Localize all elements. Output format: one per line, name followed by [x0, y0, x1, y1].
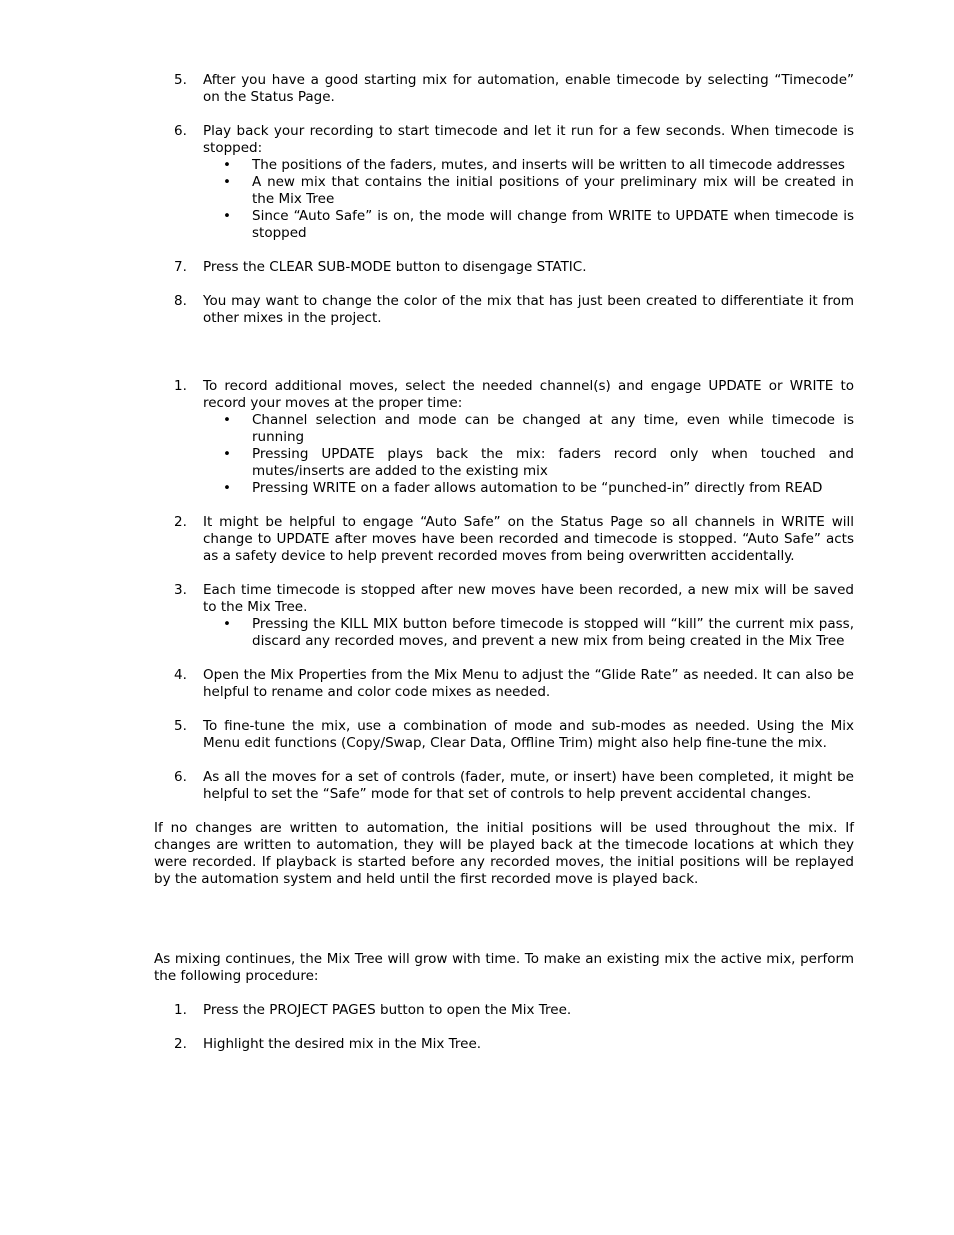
- list-number: 8.: [174, 293, 187, 309]
- bullet-item: [203, 616, 854, 650]
- bullet-item: [203, 174, 854, 208]
- list-item-text: Open the Mix Properties from the Mix Menu to adjust the “Glide Rate” as needed. It can also be helpful to rename and color code mixes as needed.: [203, 667, 854, 700]
- list-item: [154, 259, 854, 276]
- list-item: [154, 72, 854, 106]
- list-item: [154, 769, 854, 803]
- list-item-text: To fine-tune the mix, use a combination of mode and sub-modes as needed. Using the Mix Menu edit functions (Copy/Swap, Clear Data, Offline Trim) might also help fine-tune the mix.: [203, 718, 854, 751]
- bullet-item: [203, 157, 854, 174]
- bullet-text: Pressing UPDATE plays back the mix: faders record only when touched and mutes/inserts are added to the existing mix: [252, 446, 854, 479]
- list-number: 1.: [174, 1002, 187, 1018]
- bullet-item: [203, 412, 854, 446]
- bullet-item: [203, 480, 854, 497]
- bullet-icon: •: [223, 208, 231, 224]
- bullet-text: Pressing the KILL MIX button before timecode is stopped will “kill” the current mix pass, discard any recorded moves, and prevent a new mix from being created in the Mix Tree: [252, 616, 854, 649]
- numbered-list: [154, 1002, 854, 1053]
- list-item-text: Each time timecode is stopped after new moves have been recorded, a new mix will be saved to the Mix Tree.: [203, 582, 854, 615]
- list-item: [154, 378, 854, 497]
- list-item: [154, 293, 854, 327]
- list-item: [154, 514, 854, 565]
- bullet-list: [203, 412, 854, 497]
- list-number: 6.: [174, 123, 187, 139]
- list-item-text: To record additional moves, select the needed channel(s) and engage UPDATE or WRITE to record your moves at the proper time:: [203, 378, 854, 411]
- list-item: [154, 667, 854, 701]
- bullet-icon: •: [223, 446, 231, 462]
- list-item: [154, 718, 854, 752]
- list-number: 2.: [174, 1036, 187, 1052]
- numbered-list: [154, 72, 854, 327]
- list-item: [154, 582, 854, 650]
- list-item: [154, 123, 854, 242]
- bullet-icon: •: [223, 480, 231, 496]
- bullet-text: A new mix that contains the initial positions of your preliminary mix will be created in the Mix Tree: [252, 174, 854, 207]
- list-item-text: As all the moves for a set of controls (fader, mute, or insert) have been completed, it might be helpful to set the “Safe” mode for that set of controls to help prevent accidental changes.: [203, 769, 854, 802]
- bullet-item: [203, 446, 854, 480]
- bullet-text: Since “Auto Safe” is on, the mode will change from WRITE to UPDATE when timecode is stopped: [252, 208, 854, 241]
- list-item-text: You may want to change the color of the mix that has just been created to differentiate it from other mixes in the project.: [203, 293, 854, 326]
- list-number: 4.: [174, 667, 187, 683]
- bullet-text: The positions of the faders, mutes, and inserts will be written to all timecode addresses: [252, 157, 845, 173]
- bullet-icon: •: [223, 157, 231, 173]
- list-item-text: It might be helpful to engage “Auto Safe” on the Status Page so all channels in WRITE will change to UPDATE after moves have been recorded and timecode is stopped. “Auto Safe” acts as a safety device to help prevent recorded moves from being overwritten accidentally.: [203, 514, 854, 564]
- document-page: [154, 72, 854, 1070]
- paragraph: As mixing continues, the Mix Tree will grow with time. To make an existing mix the active mix, perform the following procedure:: [154, 951, 854, 984]
- bullet-list: [203, 157, 854, 242]
- bullet-item: [203, 208, 854, 242]
- numbered-list: [154, 378, 854, 803]
- bullet-icon: •: [223, 412, 231, 428]
- list-item: [154, 1002, 854, 1019]
- list-item-text: After you have a good starting mix for automation, enable timecode by selecting “Timecode” on the Status Page.: [203, 72, 854, 105]
- paragraph: If no changes are written to automation, the initial positions will be used throughout the mix. If changes are written to automation, they will be played back at the timecode locations at which they were recorded. If playback is started before any recorded moves, the initial positions will be replayed by the automation system and held until the first recorded move is played back.: [154, 820, 854, 887]
- list-item-text: Highlight the desired mix in the Mix Tree.: [203, 1036, 482, 1052]
- list-number: 3.: [174, 582, 187, 598]
- bullet-list: [203, 616, 854, 650]
- bullet-text: Channel selection and mode can be changed at any time, even while timecode is running: [252, 412, 854, 445]
- list-number: 5.: [174, 72, 187, 88]
- list-item-text: Press the CLEAR SUB-MODE button to disengage STATIC.: [203, 259, 587, 275]
- bullet-icon: •: [223, 616, 231, 632]
- list-number: 6.: [174, 769, 187, 785]
- list-item-text: Press the PROJECT PAGES button to open the Mix Tree.: [203, 1002, 572, 1018]
- list-item-text: Play back your recording to start timecode and let it run for a few seconds. When timecode is stopped:: [203, 123, 854, 156]
- list-number: 2.: [174, 514, 187, 530]
- list-number: 5.: [174, 718, 187, 734]
- list-number: 7.: [174, 259, 187, 275]
- bullet-text: Pressing WRITE on a fader allows automation to be “punched-in” directly from READ: [252, 480, 823, 496]
- list-number: 1.: [174, 378, 187, 394]
- list-item: [154, 1036, 854, 1053]
- bullet-icon: •: [223, 174, 231, 190]
